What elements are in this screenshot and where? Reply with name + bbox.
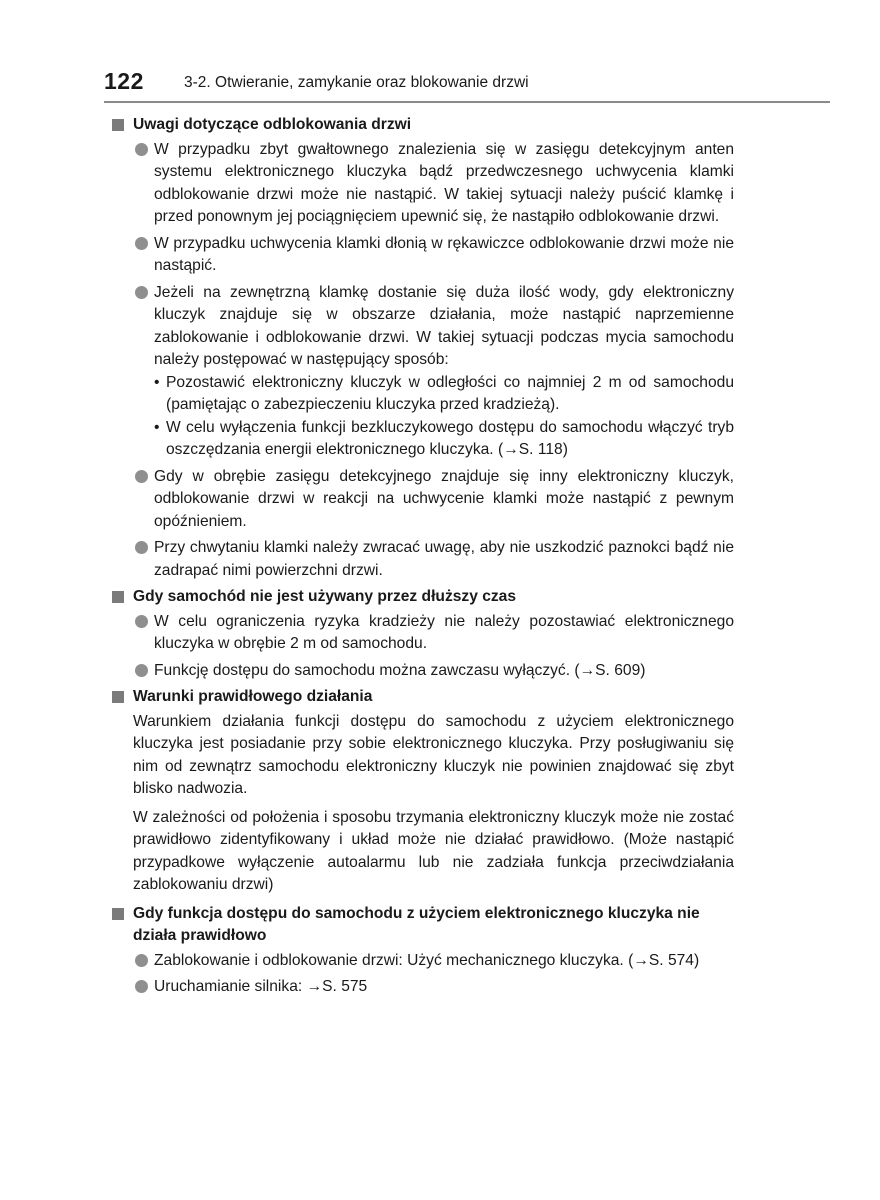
page-number: 122	[104, 68, 144, 94]
sub-list-item-text: Pozostawić elektroniczny kluczyk w odległości co najmniej 2 m od samochodu (pamiętając o zabezpieczeniu kluczyka przed kradzieżą).	[166, 373, 734, 413]
sub-list-item	[112, 372, 734, 417]
list-item-text: Funkcję dostępu do samochodu można zawczasu wyłączyć. (→S. 609)	[154, 661, 646, 679]
section-heading-text: Warunki prawidłowego działania	[133, 688, 373, 705]
page-content	[112, 114, 734, 1003]
list-item	[112, 233, 734, 278]
sub-bullet-marker: •	[154, 418, 160, 436]
section-operating-conditions	[112, 686, 734, 897]
section-heading	[112, 686, 734, 709]
section-malfunction	[112, 903, 734, 999]
square-bullet-icon	[112, 908, 124, 920]
list-item-text: W przypadku zbyt gwałtownego znalezienia się w zasięgu detekcyjnym anten systemu elektronicznego kluczyka bądź przedwczesnego uchwycenia klamki odblokowanie drzwi może nie nastąpić. W takiej sytuacji należy puścić klamkę i przed ponownym jej pociągnięciem upewnić się, że nastąpiło odblokowanie drzwi.	[154, 140, 734, 225]
section-heading-text: Gdy funkcja dostępu do samochodu z użyciem elektronicznego kluczyka nie działa prawidłowo	[133, 904, 700, 944]
list-item-text: W celu ograniczenia ryzyka kradzieży nie należy pozostawiać elektronicznego kluczyka w obrębie 2 m od samochodu.	[154, 612, 734, 652]
chapter-title: 3-2. Otwieranie, zamykanie oraz blokowanie drzwi	[184, 74, 529, 91]
list-item-text: Jeżeli na zewnętrzną klamkę dostanie się duża ilość wody, gdy elektroniczny kluczyk znajduje się w obszarze działania, może nastąpić naprzemienne zablokowanie i odblokowanie drzwi. W takiej sytuacji podczas mycia samochodu należy postępować w następujący sposób:	[154, 283, 734, 368]
list-item	[112, 611, 734, 656]
square-bullet-icon	[112, 691, 124, 703]
list-item-text: Uruchamianie silnika: →S. 575	[154, 978, 368, 995]
section-heading	[112, 903, 734, 948]
paragraph: Warunkiem działania funkcji dostępu do samochodu z użyciem elektronicznego kluczyka jest posiadanie przy sobie elektronicznego kluczyka. Przy posługiwaniu się nim od zewnątrz samochodu elektroniczny kluczyk nie powinien znajdować się zbyt blisko nadwozia.	[133, 712, 734, 797]
section-unlock-notes	[112, 114, 734, 582]
list-item-text: Zablokowanie i odblokowanie drzwi: Użyć mechanicznego kluczyka. (→S. 574)	[154, 951, 700, 969]
square-bullet-icon	[112, 119, 124, 131]
circle-bullet-icon	[135, 954, 148, 967]
circle-bullet-icon	[135, 980, 148, 993]
circle-bullet-icon	[135, 541, 148, 554]
header-divider	[104, 101, 830, 103]
list-item	[112, 537, 734, 582]
section-heading	[112, 586, 734, 609]
list-item	[112, 282, 734, 372]
paragraph: W zależności od położenia i sposobu trzymania elektroniczny kluczyk może nie zostać prawidłowo zidentyfikowany i układ może nie działać prawidłowo. (Może nastąpić przypadkowe wyłączenie autoalarmu lub nie zadziała funkcja przeciwdziałania zablokowaniu drzwi)	[133, 808, 734, 893]
sub-bullet-marker: •	[154, 373, 160, 391]
circle-bullet-icon	[135, 143, 148, 156]
sub-list-item-text: W celu wyłączenia funkcji bezkluczykowego dostępu do samochodu włączyć tryb oszczędzania energii elektronicznego kluczyka. (→S. 118)	[166, 418, 734, 458]
section-heading-text: Uwagi dotyczące odblokowania drzwi	[133, 116, 412, 133]
circle-bullet-icon	[135, 286, 148, 299]
sub-list-item	[112, 417, 734, 462]
circle-bullet-icon	[135, 470, 148, 483]
section-heading-text: Gdy samochód nie jest używany przez dłuższy czas	[133, 588, 517, 605]
list-item	[112, 466, 734, 534]
list-item	[112, 660, 734, 683]
list-item	[112, 950, 734, 973]
circle-bullet-icon	[135, 237, 148, 250]
section-heading	[112, 114, 734, 137]
square-bullet-icon	[112, 591, 124, 603]
list-item	[112, 139, 734, 229]
circle-bullet-icon	[135, 615, 148, 628]
list-item-text: Gdy w obrębie zasięgu detekcyjnego znajduje się inny elektroniczny kluczyk, odblokowanie drzwi w reakcji na uchwycenie klamki może nastąpić z pewnym opóźnieniem.	[154, 467, 734, 530]
list-item-text: Przy chwytaniu klamki należy zwracać uwagę, aby nie uszkodzić paznokci bądź nie zadrapać nimi powierzchni drzwi.	[154, 539, 734, 579]
list-item-text: W przypadku uchwycenia klamki dłonią w rękawiczce odblokowanie drzwi może nie nastąpić.	[154, 234, 734, 274]
page-header	[104, 68, 830, 102]
circle-bullet-icon	[135, 664, 148, 677]
list-item	[112, 976, 734, 999]
section-long-term-storage	[112, 586, 734, 682]
